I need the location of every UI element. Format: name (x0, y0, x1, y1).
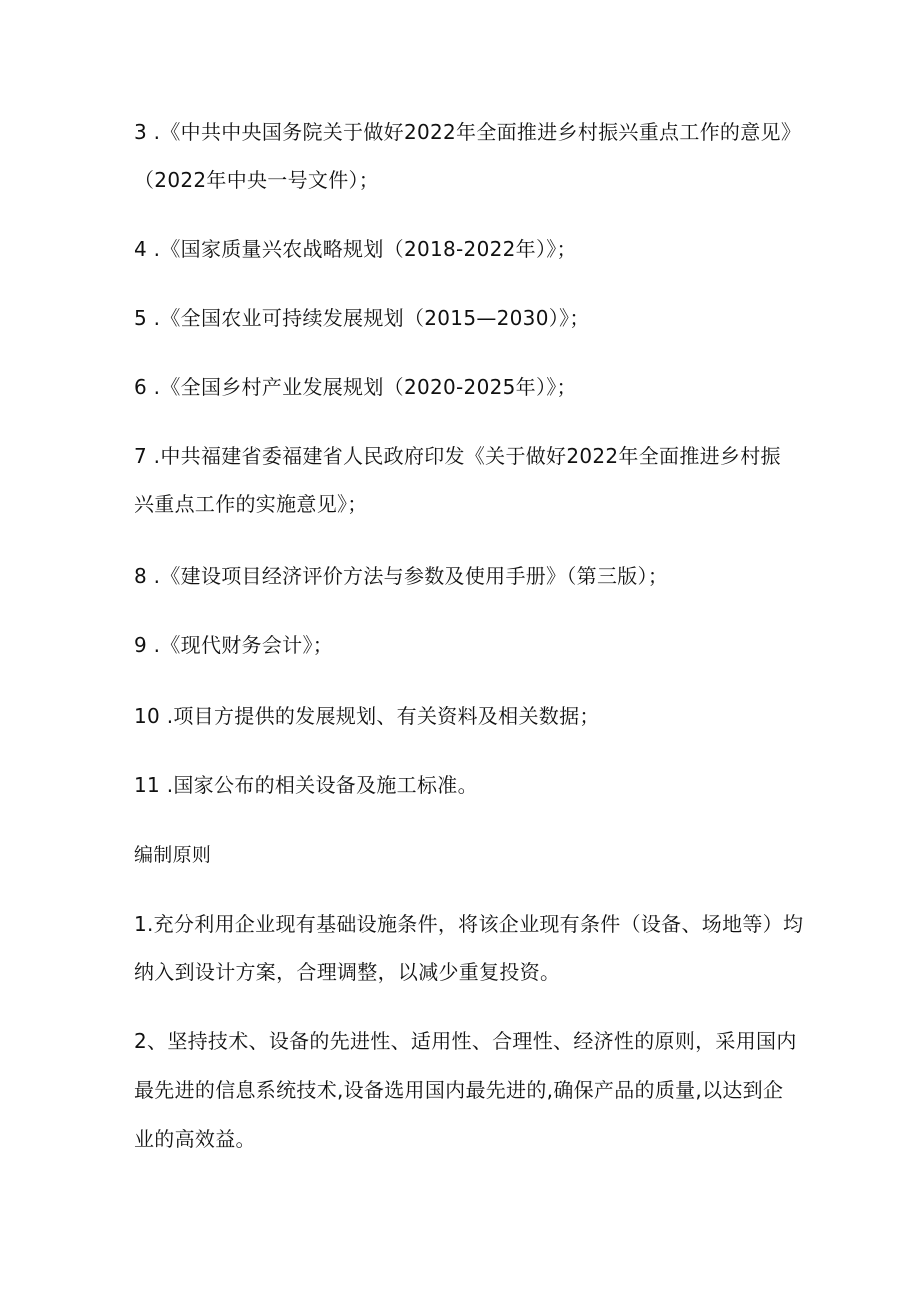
reference-item-9: 9 .《现代财务会计》； (134, 633, 334, 657)
reference-item-4: 4 .《国家质量兴农战略规划（2018-2022年）》； (134, 237, 577, 261)
reference-item-6: 6 .《全国乡村产业发展规划（2020-2025年）》； (134, 375, 577, 399)
principle-2-line-1: 2、坚持技术、设备的先进性、适用性、合理性、经济性的原则，采用国内 (134, 1029, 797, 1053)
reference-item-10: 10 .项目方提供的发展规划、有关资料及相关数据； (134, 704, 600, 728)
reference-item-3-line-2: （2022年中央一号文件）； (134, 168, 380, 192)
section-heading: 编制原则 (134, 844, 212, 866)
principle-1-line-2: 纳入到设计方案，合理调整，以减少重复投资。 (134, 960, 561, 984)
reference-item-7-line-1: 7 .中共福建省委福建省人民政府印发《关于做好2022年全面推进乡村振 (134, 444, 781, 468)
principle-2-line-2: 最先进的信息系统技术,设备选用国内最先进的,确保产品的质量,以达到企 (134, 1078, 784, 1102)
reference-item-11: 11 .国家公布的相关设备及施工标准。 (134, 773, 478, 797)
principle-1-line-1: 1.充分利用企业现有基础设施条件，将该企业现有条件（设备、场地等）均 (134, 912, 804, 936)
principle-2-line-3: 业的高效益。 (134, 1127, 256, 1151)
reference-item-7-line-2: 兴重点工作的实施意见》； (134, 492, 368, 516)
reference-item-8: 8 .《建设项目经济评价方法与参数及使用手册》（第三版）； (134, 564, 669, 588)
reference-item-3-line-1: 3 .《中共中央国务院关于做好2022年全面推进乡村振兴重点工作的意见》 (134, 120, 802, 144)
reference-item-5: 5 .《全国农业可持续发展规划（2015—2030）》； (134, 306, 590, 330)
